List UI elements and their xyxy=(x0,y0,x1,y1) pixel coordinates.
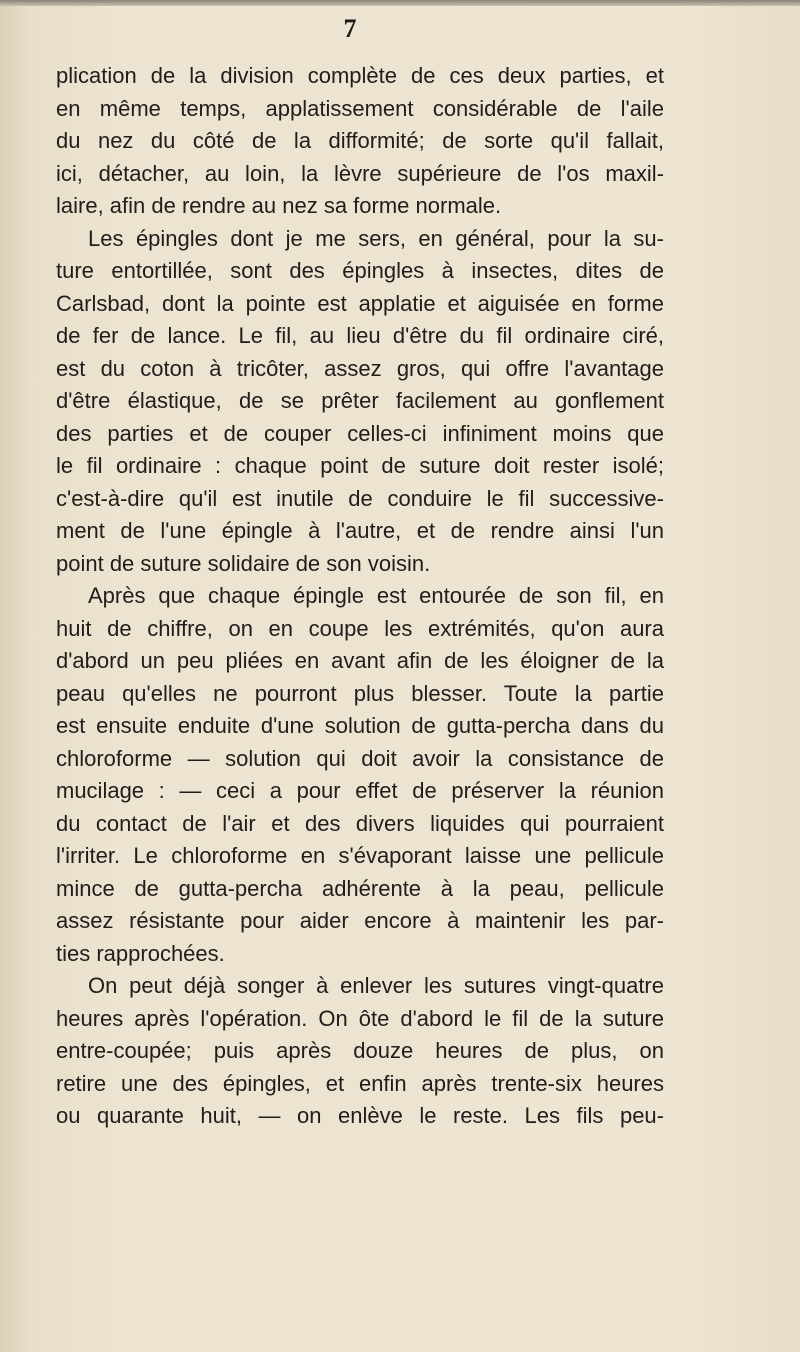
text-line: Les épingles dont je me sers, en général, pour la su- xyxy=(88,225,664,251)
text-line: plication de la division complète de ces deux parties, et xyxy=(56,63,664,88)
text-line: peau qu'elles ne pourront plus blesser. Toute la partie xyxy=(56,680,664,706)
text-line: ties rapprochées. xyxy=(56,940,225,966)
text-line: huit de chiffre, on en coupe les extrémités, qu'on aura xyxy=(56,615,664,641)
body-text xyxy=(56,60,664,1133)
text-line: On peut déjà songer à enlever les sutures vingt-quatre xyxy=(88,973,664,998)
text-line: mince de gutta-percha adhérente à la peau, pellicule xyxy=(56,875,664,901)
text-line: c'est-à-dire qu'il est inutile de conduire le fil successive- xyxy=(56,485,664,511)
text-line: Carlsbad, dont la pointe est applatie et aiguisée en forme xyxy=(56,290,664,316)
text-line: d'être élastique, de se prêter facilement au gonflement xyxy=(56,388,664,413)
text-line: point de suture solidaire de son voisin. xyxy=(56,550,431,576)
text-line: ou quarante huit, — on enlève le reste. Les fils peu- xyxy=(56,1103,664,1128)
text-line: laire, afin de rendre au nez sa forme normale. xyxy=(56,193,502,218)
text-line: du nez du côté de la difformité; de sorte qu'il fallait, xyxy=(56,128,664,153)
page-number: 7 xyxy=(343,14,357,43)
text-line: d'abord un peu pliées en avant afin de les éloigner de la xyxy=(56,648,664,673)
text-line: heures après l'opération. On ôte d'abord le fil de la suture xyxy=(56,1005,664,1031)
text-line: est du coton à tricôter, assez gros, qui offre l'avantage xyxy=(56,355,664,381)
text-line: du contact de l'air et des divers liquides qui pourraient xyxy=(56,810,664,836)
text-line: mucilage : — ceci a pour effet de préserver la réunion xyxy=(56,778,664,803)
text-line: le fil ordinaire : chaque point de suture doit rester isolé; xyxy=(56,453,664,478)
text-line: des parties et de couper celles-ci infiniment moins que xyxy=(56,420,664,446)
text-line: assez résistante pour aider encore à maintenir les par- xyxy=(56,908,664,933)
text-line: en même temps, applatissement considérable de l'aile xyxy=(56,95,664,121)
text-line: ici, détacher, au loin, la lèvre supérieure de l'os maxil- xyxy=(56,160,664,186)
text-line: chloroforme — solution qui doit avoir la consistance de xyxy=(56,745,664,771)
text-line: de fer de lance. Le fil, au lieu d'être du fil ordinaire ciré, xyxy=(56,323,664,348)
text-line: ment de l'une épingle à l'autre, et de rendre ainsi l'un xyxy=(56,518,664,543)
page-top-edge xyxy=(0,0,800,6)
text-line: ture entortillée, sont des épingles à insectes, dites de xyxy=(56,258,664,283)
text-line: retire une des épingles, et enfin après trente-six heures xyxy=(56,1070,664,1096)
text-line: est ensuite enduite d'une solution de gutta-percha dans du xyxy=(56,713,664,738)
text-line: entre-coupée; puis après douze heures de plus, on xyxy=(56,1038,664,1063)
text-line: l'irriter. Le chloroforme en s'évaporant laisse une pellicule xyxy=(56,843,664,868)
text-line: Après que chaque épingle est entourée de son fil, en xyxy=(88,583,664,608)
